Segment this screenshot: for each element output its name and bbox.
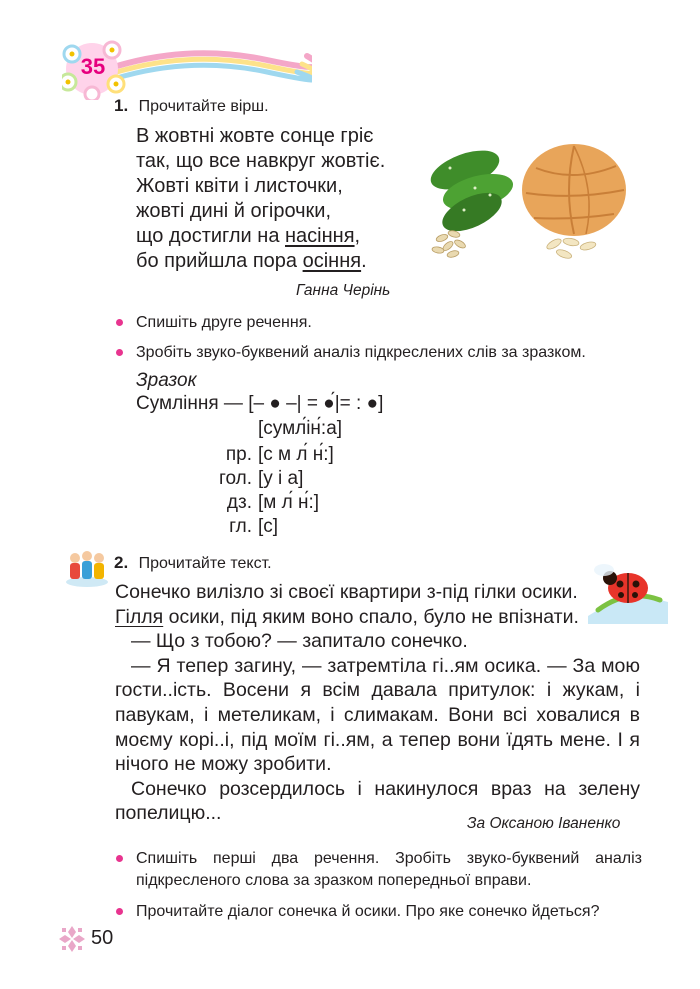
cucumbers-illustration [420, 140, 520, 265]
story-author: За Оксаною Іваненко [467, 815, 621, 832]
lesson-badge [62, 38, 312, 100]
lesson-number: 35 [80, 54, 106, 79]
poem-line-6: бо прийшла пора осіння. [136, 250, 367, 272]
bullet-icon [116, 855, 123, 862]
sample-row-value: [с] [258, 516, 279, 537]
poem-author: Ганна Черінь [296, 282, 391, 299]
melon-seeds-icon [545, 237, 596, 260]
sample-transcription: [сумл́ін́:а] [258, 418, 343, 439]
task1-instruction-2: Зробіть звуко-буквений аналіз підкреслених слів за зразком. [136, 342, 586, 364]
underlined-word: осіння [302, 250, 362, 272]
poem [136, 124, 385, 274]
task2-instruction-1: Спишіть перші два речення. Зробіть звуко-буквений аналіз підкресленого слова за зразком попередньої вправи. [136, 848, 642, 892]
cucumber-seeds-icon [432, 230, 467, 259]
poem-line-5: що достигли на насіння, [136, 225, 361, 247]
sample-row-label: пр. [225, 444, 252, 465]
sample-row-value: [с м л́ н́:] [258, 444, 334, 465]
sample-row-label: гл. [229, 516, 252, 537]
sample-row-label: гол. [218, 468, 252, 489]
ornament-icon [58, 925, 86, 953]
task1-number: 1. [114, 96, 129, 115]
story-paragraph-1: Сонечко вилізло зі своєї квартири з-під гілки осики. [115, 581, 578, 603]
melon-illustration [516, 138, 636, 263]
task2-instruction-2: Прочитайте діалог сонечка й осики. Про яке сонечко йдеться? [136, 901, 599, 923]
underlined-word: Гілля [115, 605, 164, 628]
story-paragraph-4: Сонечко розсердилось і накинулося враз на зелену попелицю... [115, 777, 640, 825]
task1-header [114, 96, 269, 116]
sample-row-value: [м л́ н́:] [258, 492, 320, 513]
bullet-icon [116, 908, 123, 915]
sample-row-label: дз. [226, 492, 252, 513]
bullet-icon [116, 319, 123, 326]
task2-title: Прочитайте текст. [138, 555, 272, 572]
task1-instruction-1: Спишіть друге речення. [136, 312, 312, 334]
sample-word-line [136, 393, 383, 415]
sample-label: Зразок [136, 370, 197, 391]
bullet-icon [116, 349, 123, 356]
page-number: 50 [91, 927, 114, 949]
story-paragraph-1b: Гілля осики, під яким воно спало, було не впізнати. [115, 605, 579, 628]
sample-row-value: [у і а] [258, 468, 304, 489]
sample-word: Сумління — [136, 393, 249, 414]
story-paragraph-2: — Що з тобою? — запитало сонечко. [131, 630, 468, 653]
story-paragraph-3: — Я тепер загину, — затремтіла гі..ям осика. — За мою гости..ість. Восени я всім давала притулок: і жукам, і павукам, і метеликам, і слимакам. Вони всі ховалися в моєму корі..і, під моїм гі..ям, а тепер вони їдять мене. І я нічого не можу зробити. [115, 654, 640, 776]
underlined-word: насіння [285, 225, 355, 247]
story-text [115, 580, 640, 826]
task2-number: 2. [114, 553, 129, 572]
task1-title: Прочитайте вірш. [138, 98, 269, 115]
poem-line-2: так, що все навкруг жовтіє. [136, 150, 386, 172]
sample-scheme: [– ● –| = ●́|= : ●] [248, 393, 384, 414]
task2-header [114, 553, 272, 573]
children-group-icon [64, 548, 110, 588]
poem-line-4: жовті дині й огірочки, [136, 200, 332, 222]
poem-line-3: Жовті квіти і листочки, [136, 175, 343, 197]
poem-line-1: В жовтні жовте сонце гріє [136, 125, 374, 147]
